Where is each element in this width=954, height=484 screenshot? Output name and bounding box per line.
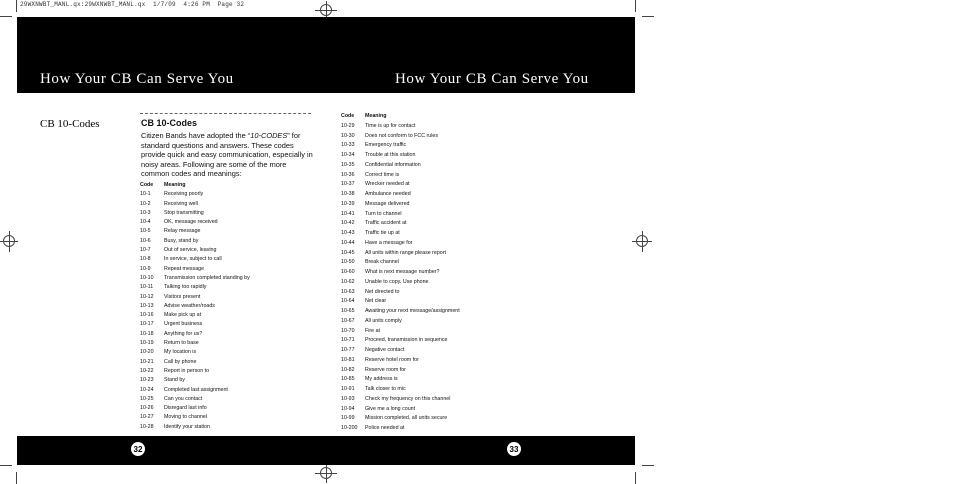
intro-text-end: ” for standard questions and answers. These codes provide quick and easy communication, especially in noisy areas. Following are some of the more common codes and meanings:	[141, 131, 313, 178]
meaning-cell: Ambulance needed	[365, 191, 411, 197]
code-cell: 10-9	[140, 265, 151, 272]
code-cell: 10-94	[341, 405, 355, 412]
code-cell: 10-23	[140, 377, 154, 384]
meaning-cell: Stand by	[164, 377, 185, 384]
code-cell: 10-26	[140, 405, 154, 412]
code-cell: 10-11	[140, 284, 154, 291]
intro-paragraph	[141, 131, 313, 179]
code-cell: 10-50	[341, 259, 355, 266]
meaning-cell: Confidential information	[365, 161, 421, 168]
registration-circle	[636, 235, 648, 247]
meaning-cell: Time is up for contact	[365, 122, 416, 129]
intro-text-start: Citizen Bands have adopted the “	[141, 131, 251, 140]
meaning-cell: Awaiting your next message/assignment	[365, 308, 460, 314]
meaning-cell: Receiving well	[164, 200, 198, 207]
code-column-header: Code	[341, 113, 355, 119]
meaning-cell: Disregard last info	[164, 405, 207, 412]
code-cell: 10-17	[140, 321, 154, 328]
code-cell: 10-85	[341, 376, 355, 383]
meaning-column-header: Meaning	[164, 182, 186, 188]
meaning-cell: Identify your station	[164, 423, 210, 430]
code-cell: 10-65	[341, 308, 355, 314]
meaning-cell: Transmission completed standing by	[164, 274, 250, 281]
meaning-cell: My location is	[164, 349, 197, 356]
footer-band-left	[17, 436, 335, 465]
meaning-cell: Negative contact	[365, 347, 405, 353]
meaning-cell: Completed last assignment	[164, 386, 228, 393]
code-cell: 10-6	[140, 237, 151, 244]
meaning-cell: Does not conform to FCC rules	[365, 132, 439, 139]
meaning-cell: Have a message for	[365, 239, 413, 246]
meaning-cell: Repeat message	[164, 265, 205, 272]
crop-mark	[642, 465, 654, 466]
meaning-cell: Turn to channel	[365, 210, 402, 217]
code-cell: 10-200	[341, 425, 358, 431]
code-cell: 10-20	[140, 349, 154, 356]
code-cell: 10-29	[341, 122, 355, 129]
code-cell: 10-2	[140, 200, 151, 207]
meaning-cell: Correct time is	[365, 171, 400, 178]
code-cell: 10-93	[341, 395, 355, 402]
section-rule	[140, 113, 311, 114]
meaning-cell: Call by phone	[164, 358, 197, 365]
sidebar-title: CB 10-Codes	[40, 118, 100, 130]
meaning-cell: Reserve room for	[365, 366, 406, 373]
meaning-cell: What is next message number?	[365, 269, 440, 275]
crop-mark	[0, 16, 12, 17]
registration-circle	[320, 467, 332, 479]
code-cell: 10-38	[341, 191, 355, 197]
meaning-cell: Police needed at	[365, 425, 405, 431]
meaning-cell: Urgent business	[164, 321, 203, 328]
registration-circle	[3, 235, 15, 247]
footer-band-right	[335, 436, 635, 465]
code-cell: 10-30	[341, 132, 355, 139]
meaning-cell: OK, message received	[164, 219, 218, 226]
page-number-right: 33	[507, 442, 521, 456]
meaning-cell: Receiving poorly	[164, 191, 204, 198]
meaning-cell: All units within range please report	[365, 249, 446, 256]
code-cell: 10-21	[140, 358, 154, 365]
meaning-cell: Give me a long count	[365, 405, 416, 412]
code-cell: 10-5	[140, 228, 151, 235]
print-slug: 29WXNWBT_MANL.qx:29WXNWBT_MANL.qx 1/7/09 4:26 PM Page 32	[20, 1, 245, 8]
code-cell: 10-18	[140, 330, 154, 337]
header-band-left	[17, 17, 335, 93]
meaning-cell: Unable to copy. Use phone	[365, 278, 429, 285]
code-cell: 10-22	[140, 367, 154, 374]
code-cell: 10-91	[341, 386, 355, 392]
meaning-cell: Moving to channel	[164, 414, 207, 421]
header-band-right	[335, 17, 635, 93]
crop-mark	[0, 465, 12, 466]
section-title: CB 10-Codes	[141, 118, 198, 128]
meaning-cell: Proceed, transmission in sequence	[365, 337, 448, 344]
meaning-cell: Check my frequency on this channel	[365, 395, 451, 402]
meaning-cell: Relay message	[164, 228, 201, 235]
meaning-cell: Talk closer to mic	[365, 386, 406, 392]
code-cell: 10-99	[341, 415, 355, 422]
code-cell: 10-33	[341, 142, 355, 149]
meaning-cell: Net clear	[365, 298, 387, 305]
meaning-cell: Advise weather/roads	[164, 302, 215, 309]
code-cell: 10-19	[140, 340, 154, 347]
meaning-cell: Out of service, leaving	[164, 247, 217, 254]
code-cell: 10-70	[341, 327, 355, 334]
intro-emphasis: 10-CODES	[250, 131, 288, 140]
crop-mark	[16, 0, 17, 12]
registration-circle	[320, 4, 332, 16]
code-cell: 10-13	[140, 302, 154, 309]
crop-mark	[642, 16, 654, 17]
code-cell: 10-77	[341, 347, 355, 353]
code-cell: 10-1	[140, 191, 151, 198]
crop-mark	[635, 472, 636, 484]
code-cell: 10-27	[140, 414, 154, 421]
code-cell: 10-7	[140, 247, 151, 254]
meaning-cell: Fire at	[365, 327, 381, 334]
code-cell: 10-37	[341, 181, 355, 188]
meaning-cell: Net directed to	[365, 288, 400, 295]
meaning-cell: My address is	[365, 376, 398, 383]
code-cell: 10-24	[140, 386, 154, 393]
code-cell: 10-43	[341, 230, 355, 236]
crop-mark	[16, 472, 17, 484]
meaning-cell: In service, subject to call	[164, 256, 222, 263]
meaning-cell: Traffic tie up at	[365, 230, 400, 236]
meaning-cell: Can you contact	[164, 395, 203, 402]
meaning-cell: Reserve hotel room for	[365, 356, 419, 363]
code-cell: 10-60	[341, 269, 355, 275]
meaning-cell: Visitors present	[164, 293, 201, 300]
code-cell: 10-64	[341, 298, 355, 305]
code-cell: 10-34	[341, 152, 355, 158]
code-cell: 10-82	[341, 366, 355, 373]
meaning-cell: Talking too rapidly	[164, 284, 207, 291]
code-cell: 10-71	[341, 337, 355, 344]
meaning-cell: Message delivered	[365, 200, 410, 207]
meaning-cell: Trouble at this station	[365, 152, 416, 158]
meaning-cell: Break channel	[365, 259, 399, 266]
meaning-cell: Emergency traffic	[365, 142, 407, 149]
meaning-cell: Return to base	[164, 340, 199, 347]
code-cell: 10-3	[140, 209, 151, 216]
code-cell: 10-63	[341, 288, 355, 295]
code-cell: 10-39	[341, 200, 355, 207]
meaning-cell: Report in person to	[164, 367, 210, 374]
meaning-cell: All units comply	[365, 317, 402, 324]
meaning-cell: Busy, stand by	[164, 237, 199, 244]
code-cell: 10-35	[341, 161, 355, 168]
meaning-cell: Make pick up at	[164, 312, 202, 319]
meaning-cell: Traffic accident at	[365, 220, 407, 227]
code-cell: 10-36	[341, 171, 355, 178]
code-cell: 10-62	[341, 278, 355, 285]
meaning-cell: Anything for us?	[164, 330, 203, 337]
code-cell: 10-41	[341, 210, 355, 217]
code-cell: 10-8	[140, 256, 151, 263]
meaning-column-header: Meaning	[365, 113, 387, 119]
code-cell: 10-44	[341, 239, 355, 246]
header-title-left: How Your CB Can Serve You	[40, 71, 234, 87]
header-title-right: How Your CB Can Serve You	[395, 71, 589, 87]
code-cell: 10-42	[341, 220, 355, 227]
meaning-cell: Stop transmitting	[164, 209, 204, 216]
crop-mark	[635, 0, 636, 12]
code-cell: 10-4	[140, 219, 151, 226]
meaning-cell: Wrecker needed at	[365, 181, 410, 188]
code-cell: 10-45	[341, 249, 355, 256]
code-cell: 10-12	[140, 293, 154, 300]
code-cell: 10-10	[140, 274, 154, 281]
code-column-header: Code	[140, 182, 154, 188]
code-cell: 10-16	[140, 312, 154, 319]
code-cell: 10-28	[140, 423, 154, 430]
page-number-left: 32	[131, 442, 145, 456]
code-cell: 10-25	[140, 395, 154, 402]
code-cell: 10-67	[341, 317, 355, 324]
code-cell: 10-81	[341, 356, 355, 363]
meaning-cell: Mission completed, all units secure	[365, 415, 448, 422]
